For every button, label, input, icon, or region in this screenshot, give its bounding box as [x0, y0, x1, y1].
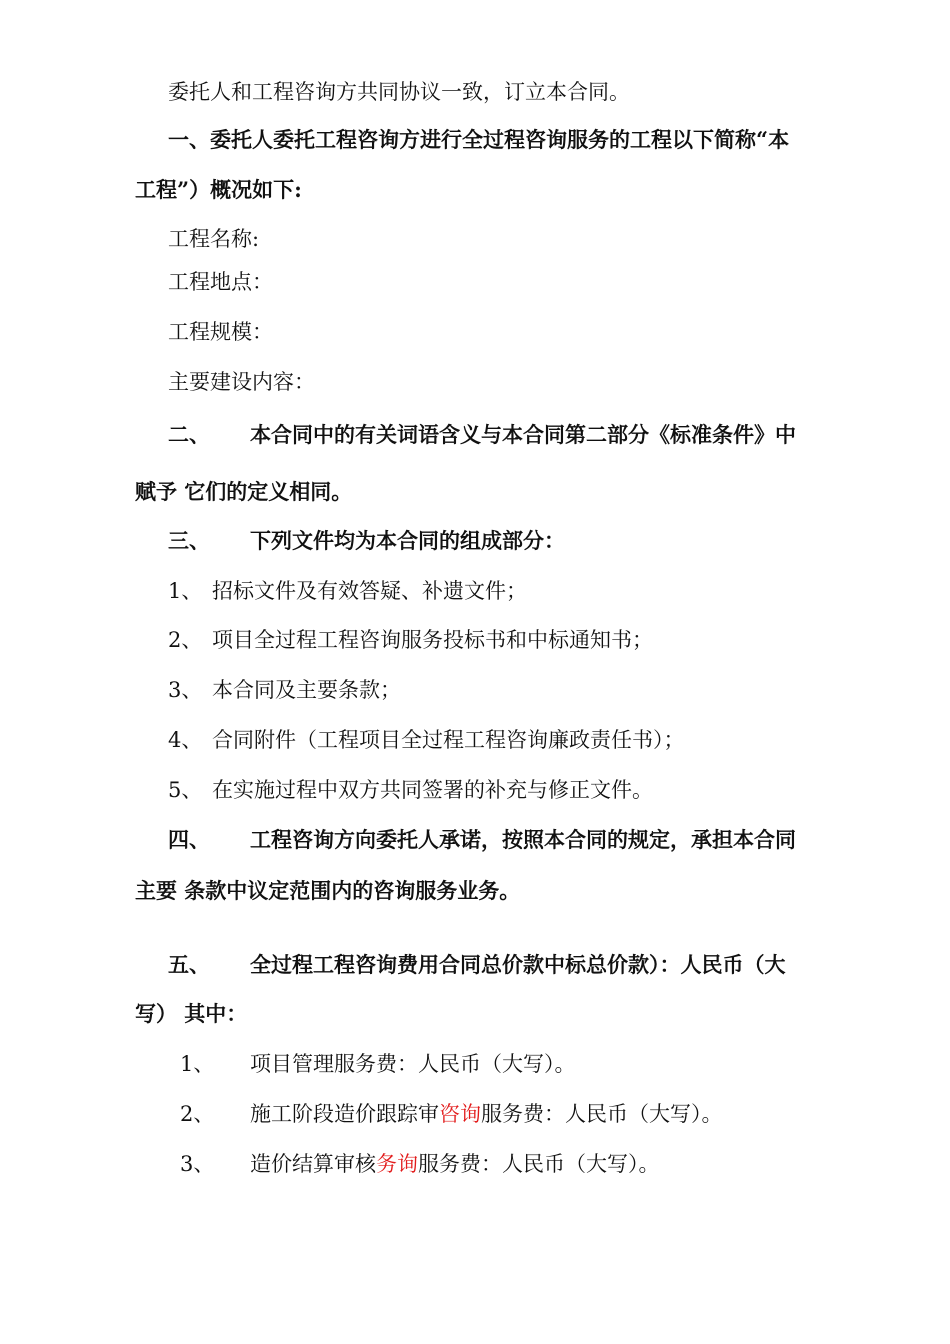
list-item-text: 在实施过程中双方共同签署的补充与修正文件。 — [212, 778, 653, 802]
list-item-text: 招标文件及有效答疑、补遗文件； — [212, 579, 527, 603]
fee-item-text-post: 服务费：人民币（大写）。 — [481, 1102, 723, 1126]
list-item-number: 5、 — [168, 778, 203, 802]
section-4-line-2: 主要 条款中议定范围内的咨询服务业务。 — [135, 878, 521, 903]
section-5-text: 全过程工程咨询费用合同总价款中标总价款）：人民币（大 — [250, 952, 786, 977]
section-5-number: 五、 — [168, 952, 210, 977]
field-project-scale: 工程规模： — [168, 320, 273, 344]
field-main-construction: 主要建设内容： — [168, 370, 315, 394]
fee-item-text-pre: 造价结算审核 — [250, 1152, 376, 1176]
section-4-number: 四、 — [168, 827, 210, 852]
section-2-text: 本合同中的有关词语含义与本合同第二部分《标准条件》中 — [250, 422, 796, 447]
field-project-location: 工程地点： — [168, 270, 273, 294]
section-2-line-2: 赋予 它们的定义相同。 — [135, 479, 353, 504]
list-item-number: 1、 — [168, 579, 203, 603]
fee-item-text-post: 服务费：人民币（大写）。 — [418, 1152, 660, 1176]
fee-item-text-pre: 项目管理服务费：人民币（大写）。 — [250, 1052, 576, 1076]
fee-item-text — [250, 1099, 723, 1129]
fee-item-text-highlight: 务询 — [376, 1152, 418, 1176]
section-3-number: 三、 — [168, 528, 210, 553]
list-item-number: 2、 — [168, 628, 203, 652]
fee-item-text-highlight: 咨询 — [439, 1102, 481, 1126]
intro-paragraph: 委托人和工程咨询方共同协议一致，订立本合同。 — [168, 80, 630, 104]
section-1-line-1: 一、委托人委托工程咨询方进行全过程咨询服务的工程以下简称“本 — [168, 127, 790, 152]
list-item-text: 合同附件（工程项目全过程工程咨询廉政责任书）； — [212, 728, 685, 752]
section-2-number: 二、 — [168, 422, 210, 447]
list-item-text: 本合同及主要条款； — [212, 678, 401, 702]
section-5-line-2: 写） 其中： — [135, 1001, 248, 1026]
list-item-number: 4、 — [168, 728, 203, 752]
fee-item-text — [250, 1149, 660, 1179]
fee-item-number: 3、 — [180, 1152, 215, 1176]
section-1-line-2: 工程”）概况如下: — [135, 177, 302, 202]
fee-item-number: 1、 — [180, 1052, 215, 1076]
section-4-text: 工程咨询方向委托人承诺，按照本合同的规定，承担本合同 — [250, 827, 796, 852]
list-item-text: 项目全过程工程咨询服务投标书和中标通知书； — [212, 628, 653, 652]
field-project-name: 工程名称: — [168, 227, 260, 251]
fee-item-text — [250, 1049, 576, 1079]
fee-item-number: 2、 — [180, 1102, 215, 1126]
fee-item-text-pre: 施工阶段造价跟踪审 — [250, 1102, 439, 1126]
section-3-title: 下列文件均为本合同的组成部分： — [250, 528, 565, 553]
list-item-number: 3、 — [168, 678, 203, 702]
